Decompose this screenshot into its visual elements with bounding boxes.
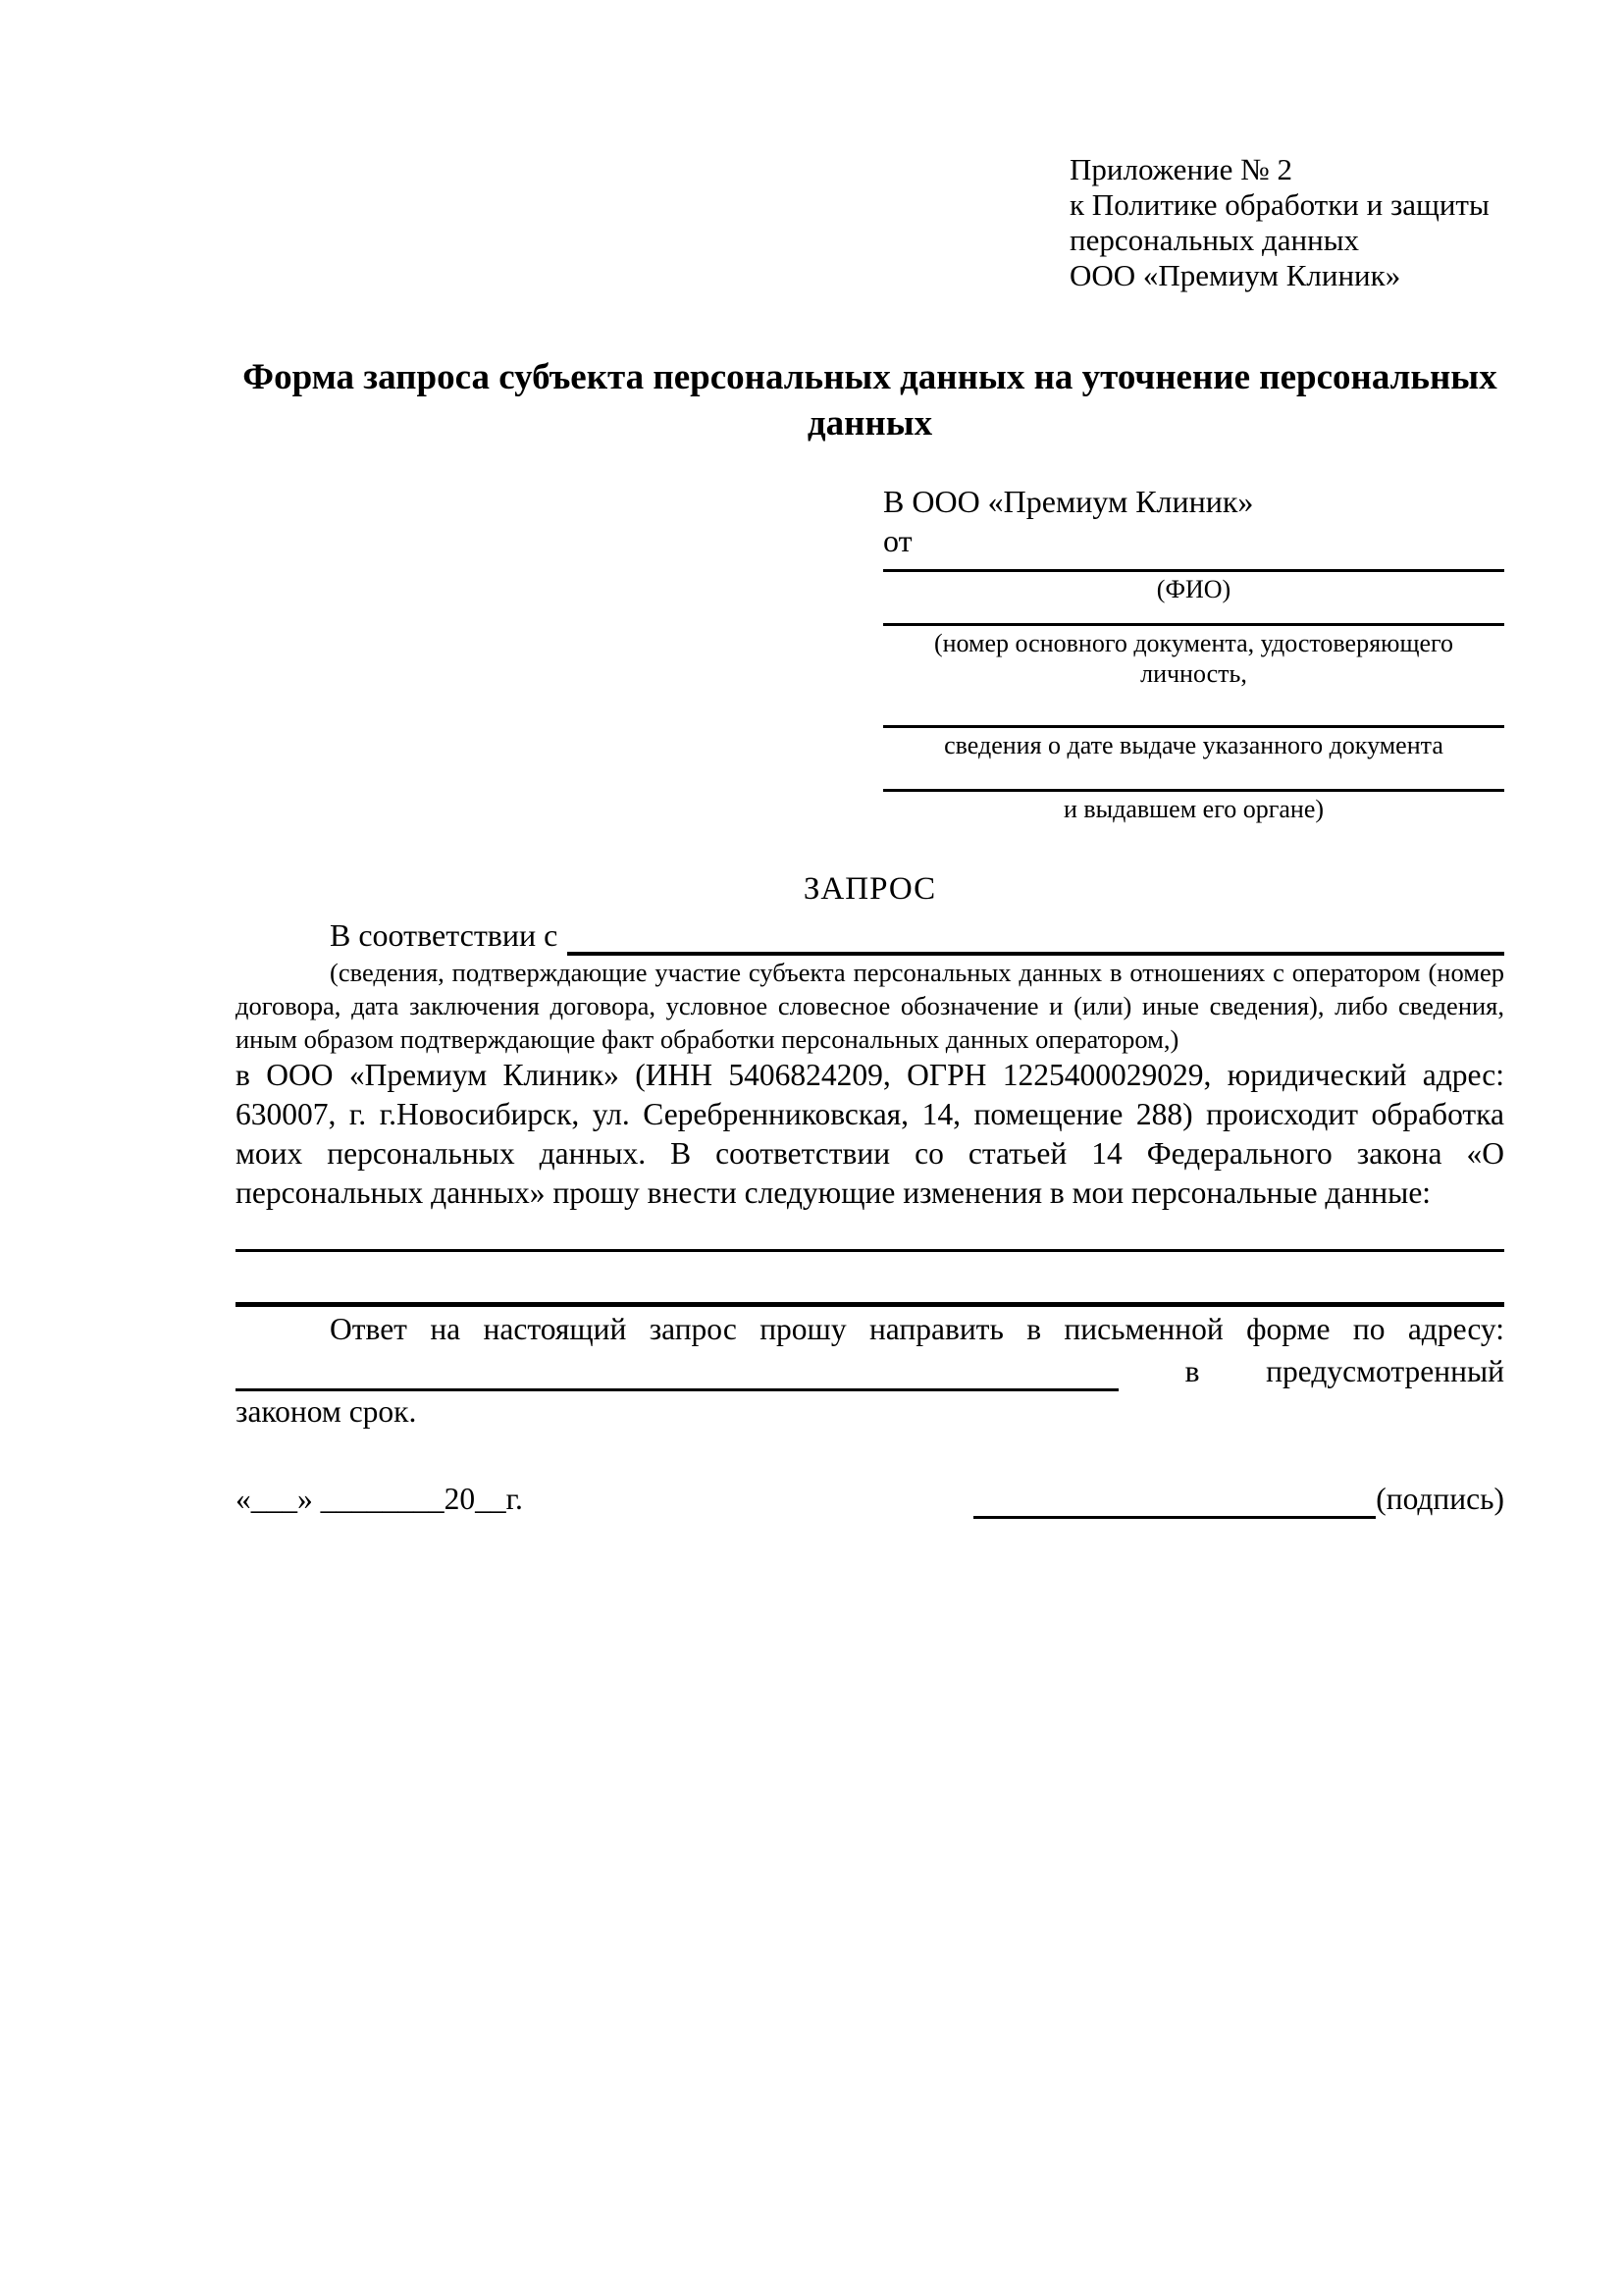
changes-fill-line-2	[236, 1252, 1504, 1307]
reply-address-fill-line	[236, 1356, 1119, 1391]
appendix-block	[1070, 152, 1504, 293]
fio-caption: (ФИО)	[1156, 575, 1231, 603]
request-intro-caption: (сведения, подтверждающие участие субъекта персональных данных в отношениях с оператором (номер договора, дата заключения договора, условное словесное обозначение и (или) иные сведения), либо сведения, иным образом подтверждающие факт обработки персональных данных оператором,)	[236, 958, 1504, 1054]
document-number-fill-line	[883, 604, 1504, 626]
date-blank: «___» ________20__г.	[236, 1482, 523, 1516]
signature-area	[973, 1480, 1504, 1519]
reply-word-v: в	[1184, 1354, 1200, 1388]
appendix-line-1: Приложение № 2	[1070, 152, 1292, 186]
form-title: Форма запроса субъекта персональных данных на уточнение персональных данных	[242, 357, 1497, 444]
addressee-from: от	[883, 523, 913, 558]
fio-fill-line	[883, 560, 1504, 572]
reply-paragraph-line-1: Ответ на настоящий запрос прошу направить в письменной форме по адресу:	[330, 1312, 1504, 1346]
document-content	[236, 152, 1504, 1519]
appendix-line-3: персональных данных	[1070, 223, 1360, 257]
request-heading: ЗАПРОС	[803, 871, 937, 907]
document-number-caption: (номер основного документа, удостоверяющего личность,	[933, 629, 1454, 688]
signature-caption: (подпись)	[1376, 1482, 1504, 1516]
basis-fill-line	[567, 920, 1504, 956]
document-issuer-fill-line	[883, 760, 1504, 792]
request-intro-line	[236, 914, 1504, 956]
document-issue-date-fill-line	[883, 689, 1504, 728]
request-body-paragraph: в ООО «Премиум Клиник» (ИНН 5406824209, ОГРН 1225400029029, юридический адрес: 630007, г. г.Новосибирск, ул. Серебренниковская, 14, помещение 288) происходит обработка моих персональных данных. В соответствии со статьей 14 Федерального закона «О персональных данных» прошу внести следующие изменения в мои персональные данные:	[236, 1058, 1504, 1210]
document-issuer-caption: и выдавшем его органе)	[1063, 795, 1325, 823]
addressee-to: В ООО «Премиум Клиник»	[883, 484, 1254, 519]
document-issue-date-caption: сведения о дате выдаче указанного документа	[944, 731, 1443, 759]
request-intro-text: В соответствии с	[330, 917, 558, 953]
appendix-line-4: ООО «Премиум Клиник»	[1070, 258, 1401, 292]
reply-paragraph-line-2	[236, 1350, 1504, 1391]
reply-word-predusmotrennyj: предусмотренный	[1266, 1354, 1504, 1388]
signature-fill-line	[973, 1484, 1376, 1519]
appendix-line-2: к Политике обработки и защиты	[1070, 187, 1490, 222]
date-signature-row	[236, 1480, 1504, 1519]
changes-fill-line-1	[236, 1213, 1504, 1252]
addressee-block	[883, 482, 1504, 824]
reply-paragraph-line-3: законом срок.	[236, 1394, 417, 1429]
